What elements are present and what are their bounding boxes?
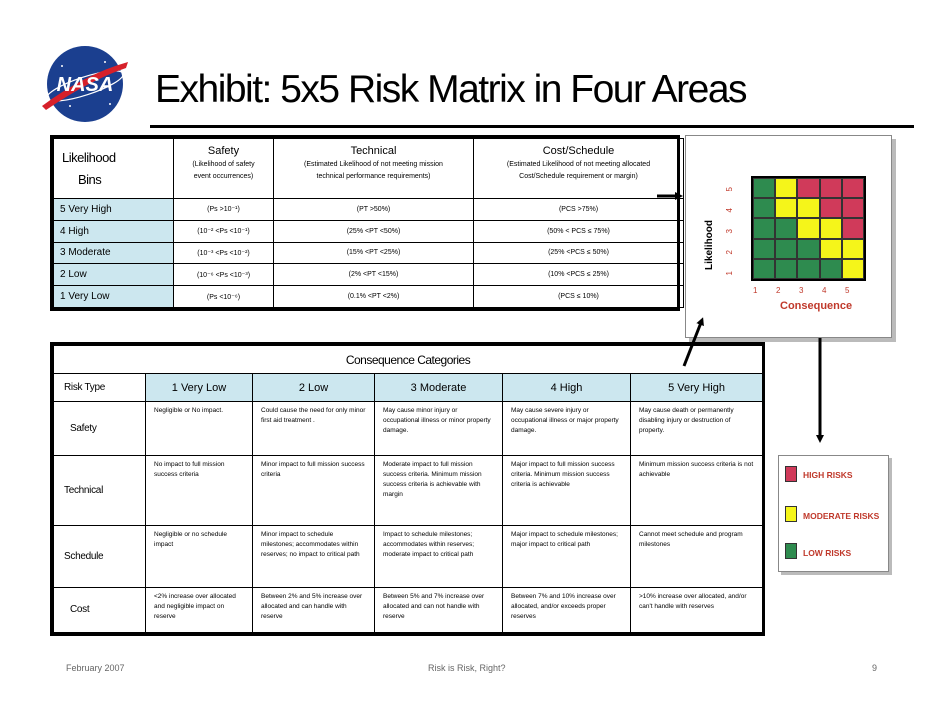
matrix-cell (797, 259, 819, 279)
table-row (54, 220, 684, 242)
table-cell: Between 2% and 5% increase over allocated and can handle with reserve (253, 588, 375, 633)
technical-value: (PT >50%) (274, 199, 474, 221)
technical-value: (25% <PT <50%) (274, 220, 474, 242)
col-header-cost-schedule (474, 139, 684, 199)
risk-legend (778, 455, 889, 572)
high-risk-swatch (785, 466, 797, 482)
matrix-cell (775, 178, 797, 198)
table-cell: Minor impact to full mission success criteria (253, 456, 375, 526)
matrix-cell (775, 198, 797, 218)
col-subtitle: (Likelihood of safety (192, 161, 255, 168)
table-cell: May cause severe injury or occupational illness or major property damage. (503, 402, 631, 456)
safety-value: (10⁻³ <Ps <10⁻²) (174, 242, 274, 264)
risk-type-label: Technical (54, 456, 146, 526)
matrix-cell (753, 218, 775, 238)
col-title: Technical (350, 145, 397, 157)
risk-type-label: Safety (54, 402, 146, 456)
consequence-table (50, 342, 765, 636)
risk-type-label: Cost (54, 588, 146, 633)
technical-value: (2% <PT <15%) (274, 264, 474, 286)
col-title: Cost/Schedule (542, 145, 615, 157)
matrix-cell (775, 239, 797, 259)
table-cell: No impact to full mission success criteria (146, 456, 253, 526)
nasa-logo-text: NASA (56, 74, 114, 96)
likelihood-axis (690, 175, 750, 285)
safety-value: (Ps >10⁻¹) (174, 199, 274, 221)
col-header: 5 Very High (631, 374, 763, 402)
table-row (54, 286, 684, 308)
table-cell: Impact to schedule milestones; accommodates within reserves; moderate impact to critical path (375, 526, 503, 588)
x-tick-label: 1 (753, 286, 758, 295)
col-subtitle: Cost/Schedule requirement or margin) (519, 173, 638, 180)
table-cell: Negligible or no schedule impact (146, 526, 253, 588)
matrix-cell (842, 218, 864, 238)
bin-label: 5 Very High (54, 199, 174, 221)
matrix-cell (842, 259, 864, 279)
matrix-cell (820, 239, 842, 259)
table-cell: Could cause the need for only minor first aid treatment . (253, 402, 375, 456)
table-cell: Minimum mission success criteria is not achievable (631, 456, 763, 526)
matrix-cell (753, 239, 775, 259)
matrix-cell (820, 259, 842, 279)
bins-header-line2: Bins (78, 171, 102, 187)
matrix-cell (797, 218, 819, 238)
table-row (54, 199, 684, 221)
x-tick-label: 4 (822, 286, 827, 295)
table-cell: Negligible or No impact. (146, 402, 253, 456)
table-cell: >10% increase over allocated, and/or can't handle with reserves (631, 588, 763, 633)
col-subtitle: (Estimated Likelihood of not meeting mission (304, 161, 443, 168)
col-subtitle: event occurrences) (193, 173, 254, 180)
consequence-axis-label: Consequence (780, 300, 853, 312)
table-cell: Between 7% and 10% increase over allocated, and/or exceeds proper reserves (503, 588, 631, 633)
risk-type-header: Risk Type (54, 374, 146, 402)
technical-value: (0.1% <PT <2%) (274, 286, 474, 308)
page-number: 9 (872, 663, 878, 673)
y-tick-label: 4 (725, 208, 734, 213)
x-ticks (753, 286, 850, 295)
matrix-cell (842, 178, 864, 198)
safety-value: (10⁻⁶ <Ps <10⁻³) (174, 264, 274, 286)
col-header: 1 Very Low (146, 374, 253, 402)
bins-header-line1: Likelihood (62, 149, 116, 165)
safety-value: (10⁻² <Ps <10⁻¹) (174, 220, 274, 242)
matrix-cell (753, 178, 775, 198)
matrix-cell (797, 178, 819, 198)
col-header-safety (174, 139, 274, 199)
table-row (54, 526, 763, 588)
table-cell: May cause minor injury or occupational illness or minor property damage. (375, 402, 503, 456)
col-subtitle: (Estimated Likelihood of not meeting allocated (506, 161, 651, 168)
x-tick-label: 5 (845, 286, 850, 295)
x-tick-label: 2 (776, 286, 781, 295)
y-tick-label: 2 (725, 250, 734, 255)
matrix-cell (753, 198, 775, 218)
bin-label: 3 Moderate (54, 242, 174, 264)
table-cell: <2% increase over allocated and negligible impact on reserve (146, 588, 253, 633)
matrix-cell (797, 198, 819, 218)
table-cell: Minor impact to schedule milestones; accommodates within reserves; no impact to critical path (253, 526, 375, 588)
table-row (54, 242, 684, 264)
table-cell: Major impact to schedule milestones; major impact to critical path (503, 526, 631, 588)
table-row (54, 456, 763, 526)
col-header: 3 Moderate (375, 374, 503, 402)
nasa-logo (40, 44, 130, 124)
matrix-cell (797, 239, 819, 259)
col-title: Safety (207, 145, 240, 157)
risk-matrix-grid (751, 176, 866, 281)
title-rule (150, 125, 914, 128)
cost-value: (50% < PCS ≤ 75%) (474, 220, 684, 242)
consequence-ticks (745, 283, 870, 297)
consequence-categories-title: Consequence Categories (54, 346, 763, 374)
likelihood-axis-label: Likelihood (704, 220, 715, 270)
col-header-technical (274, 139, 474, 199)
moderate-risk-swatch (785, 506, 797, 522)
matrix-cell (775, 259, 797, 279)
x-tick-label: 3 (799, 286, 804, 295)
table-cell: Moderate impact to full mission success criteria. Minimum mission success criteria is achievable with margin (375, 456, 503, 526)
table-cell: Cannot meet schedule and program milestones (631, 526, 763, 588)
matrix-cell (820, 218, 842, 238)
technical-value: (15% <PT <25%) (274, 242, 474, 264)
cost-value: (PCS >75%) (474, 199, 684, 221)
col-subtitle: technical performance requirements) (316, 173, 431, 180)
y-tick-label: 5 (725, 187, 734, 192)
likelihood-table (50, 135, 680, 311)
y-tick-label: 3 (725, 229, 734, 234)
table-cell: Between 5% and 7% increase over allocated and can not handle with reserve (375, 588, 503, 633)
legend-label-low: LOW RISKS (803, 548, 852, 558)
bin-label: 4 High (54, 220, 174, 242)
table-cell: May cause death or permanently disabling injury or destruction of property. (631, 402, 763, 456)
bin-label: 2 Low (54, 264, 174, 286)
table-row (54, 402, 763, 456)
col-header: 2 Low (253, 374, 375, 402)
bin-label: 1 Very Low (54, 286, 174, 308)
table-row (54, 588, 763, 633)
table-row (54, 264, 684, 286)
matrix-cell (842, 239, 864, 259)
matrix-cell (820, 198, 842, 218)
col-header: 4 High (503, 374, 631, 402)
low-risk-swatch (785, 543, 797, 559)
legend-label-moderate: MODERATE RISKS (803, 511, 880, 521)
matrix-cell (820, 178, 842, 198)
table-cell: Major impact to full mission success criteria. Minimum mission success criteria is achievable (503, 456, 631, 526)
safety-value: (Ps <10⁻⁶) (174, 286, 274, 308)
matrix-cell (775, 218, 797, 238)
legend-label-high: HIGH RISKS (803, 470, 853, 480)
likelihood-bins-header (54, 139, 174, 199)
y-ticks (725, 187, 734, 276)
matrix-cell (842, 198, 864, 218)
cost-value: (25% <PCS ≤ 50%) (474, 242, 684, 264)
cost-value: (10% <PCS ≤ 25%) (474, 264, 684, 286)
cost-value: (PCS ≤ 10%) (474, 286, 684, 308)
risk-type-label: Schedule (54, 526, 146, 588)
page-title: Exhibit: 5x5 Risk Matrix in Four Areas (155, 68, 747, 111)
y-tick-label: 1 (725, 271, 734, 276)
matrix-cell (753, 259, 775, 279)
footer-title: Risk is Risk, Right? (428, 663, 506, 673)
footer-date: February 2007 (66, 663, 125, 673)
